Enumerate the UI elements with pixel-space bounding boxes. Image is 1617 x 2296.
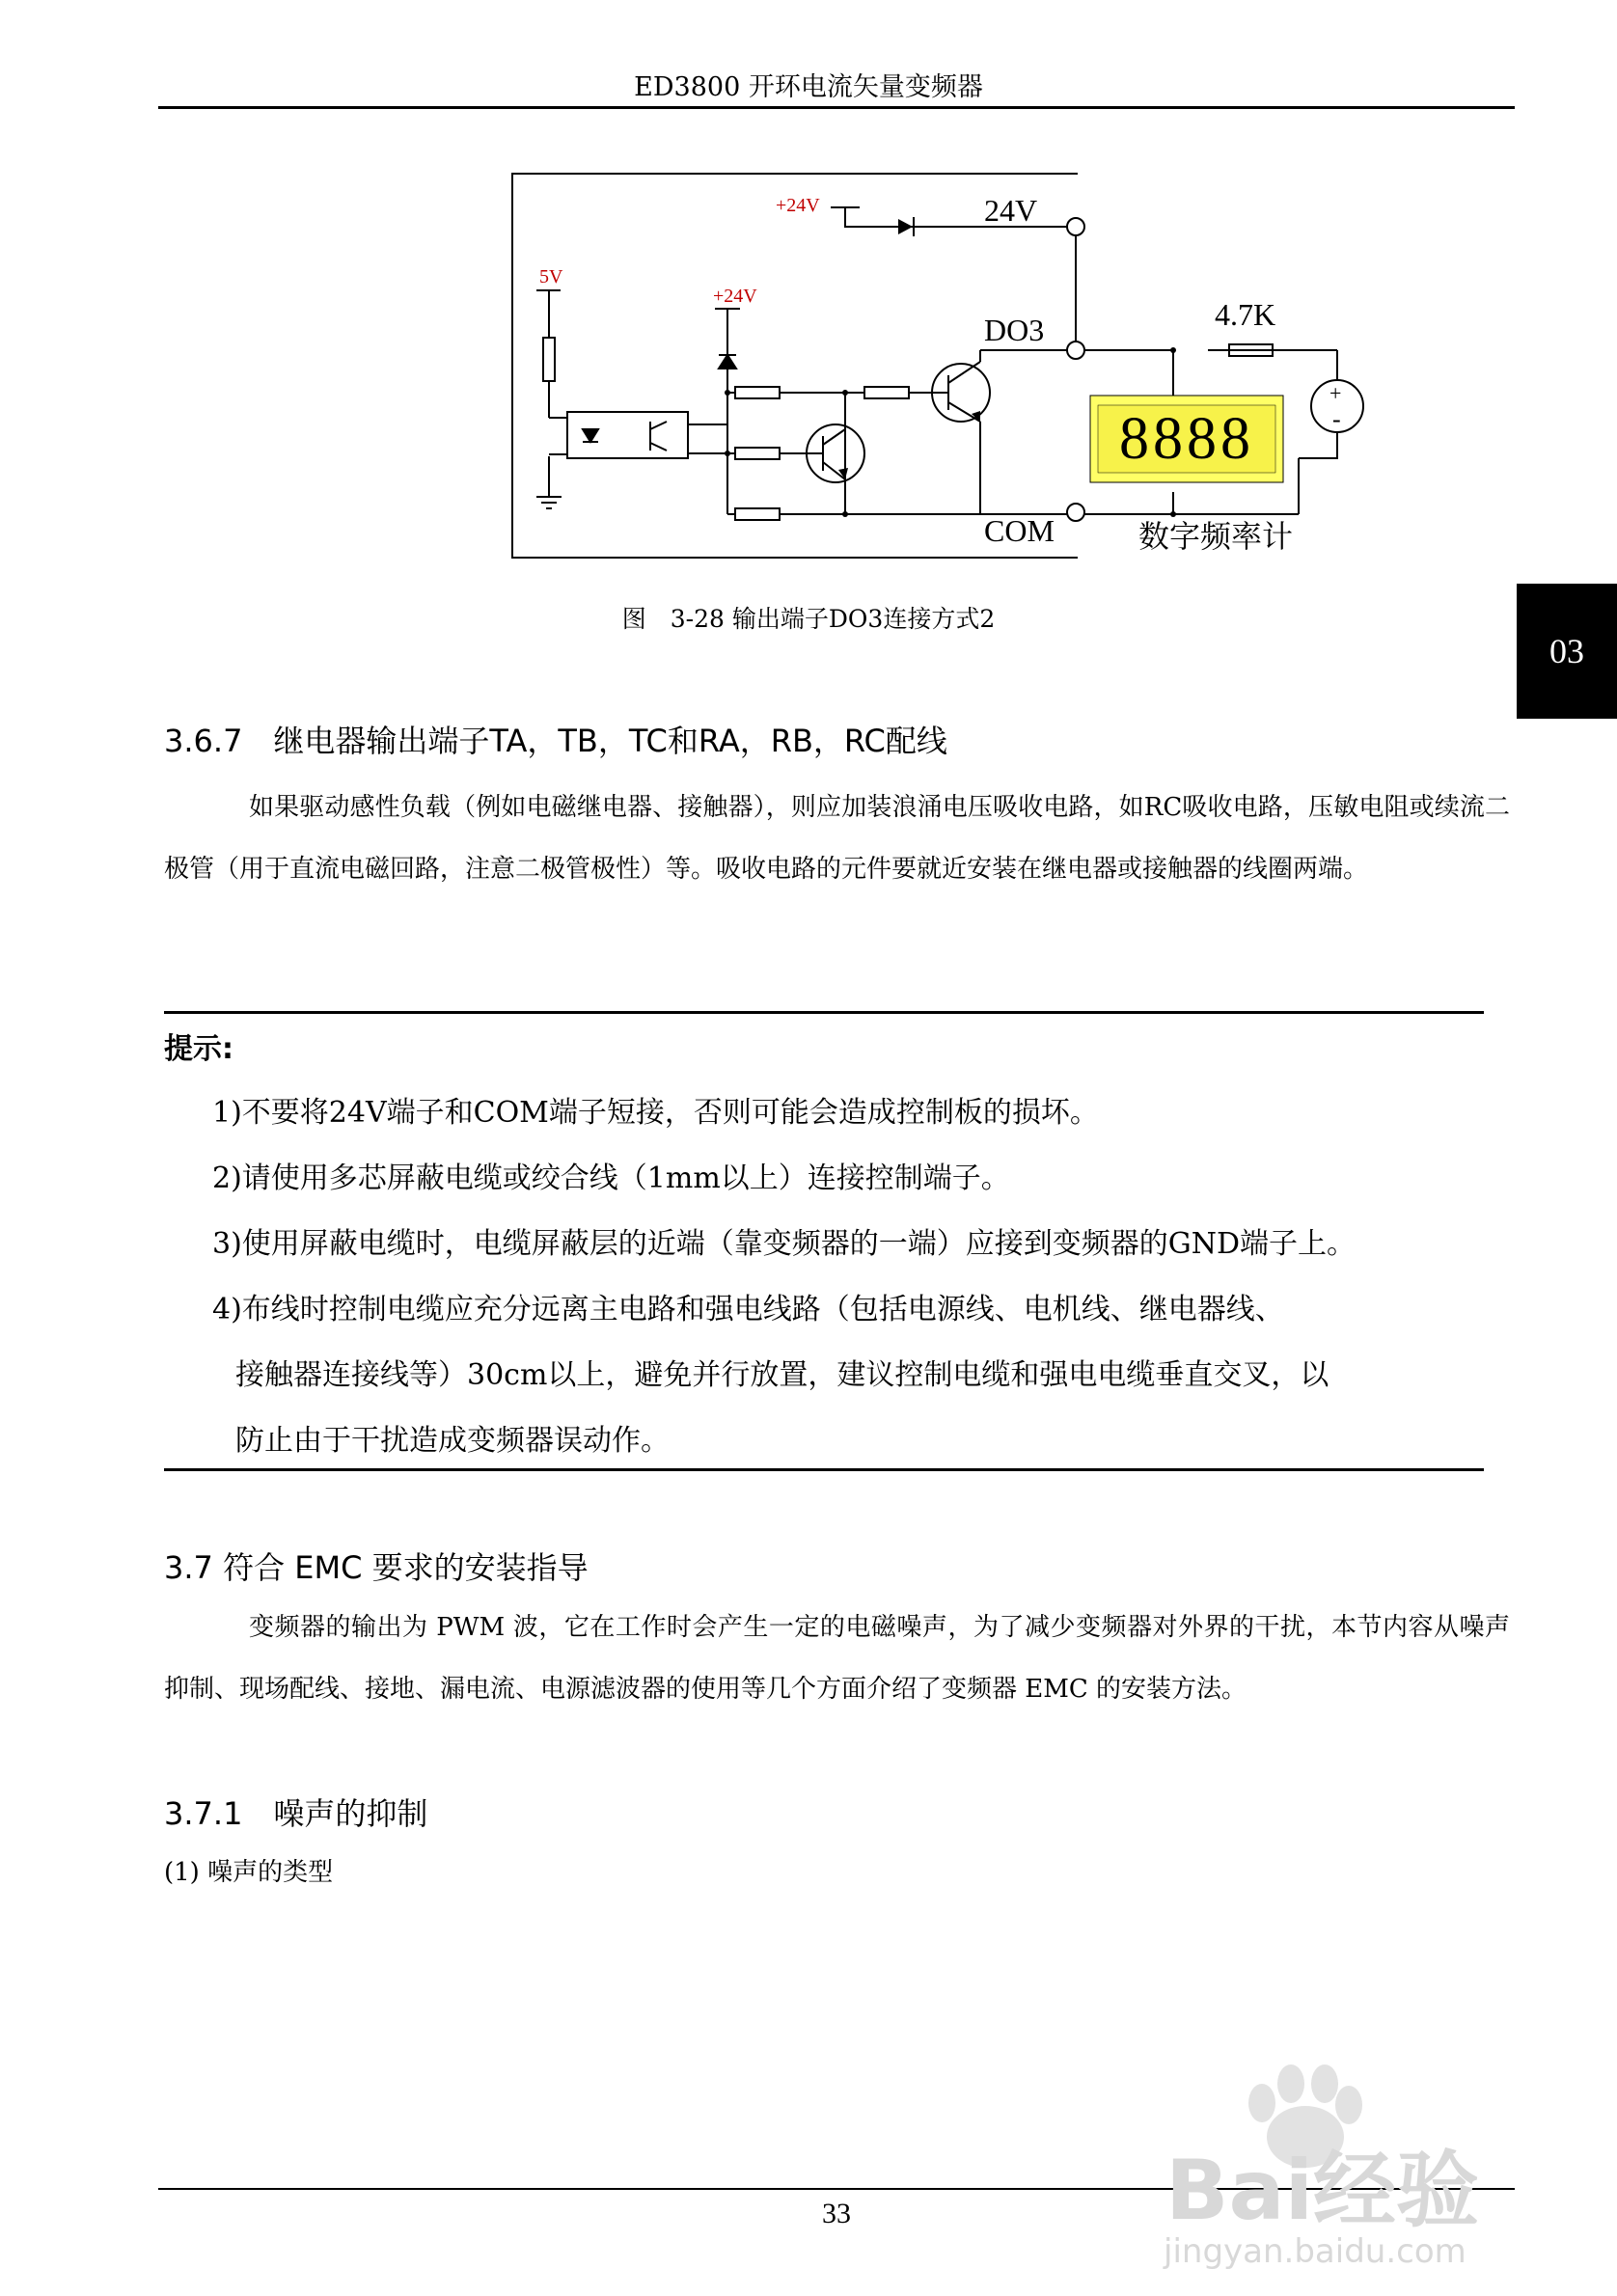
label-5v: 5V	[539, 266, 563, 287]
section-heading-3-6-7: 3.6.7 继电器输出端子TA，TB，TC和RA，RB，RC配线	[164, 723, 947, 759]
label-24v: 24V	[984, 193, 1038, 228]
paragraph-text: 如果驱动感性负载（例如电磁继电器、接触器），则应加装浪涌电压吸收电路，如RC吸收电路，压敏电阻或续流二极管（用于直流电磁回路，注意二极管极性）等。吸收电路的元件要就近安装在继电器或接触器的线圈两端。	[164, 793, 1510, 884]
running-header: ED3800 开环电流矢量变频器	[634, 72, 983, 102]
section-heading-3-7: 3.7 符合 EMC 要求的安装指导	[164, 1549, 589, 1586]
display-digits: 8888	[1119, 406, 1254, 472]
meter-minus: -	[1332, 405, 1341, 433]
note-item: 4)布线时控制电缆应充分远离主电路和强电线路（包括电源线、电机线、继电器线、	[212, 1293, 1284, 1326]
section-heading-3-7-1: 3.7.1 噪声的抑制	[164, 1795, 428, 1832]
note-item: 3)使用屏蔽电缆时，电缆屏蔽层的近端（靠变频器的一端）应接到变频器的GND端子上。	[212, 1227, 1357, 1261]
paragraph-3-6-7	[164, 777, 1510, 900]
subheading-noise-types: (1) 噪声的类型	[164, 1858, 334, 1887]
note-item-continuation: 接触器连接线等）30cm以上，避免并行放置，建议控制电缆和强电电缆垂直交叉，以	[235, 1358, 1329, 1392]
note-title: 提示:	[164, 1032, 233, 1066]
page-number: 33	[822, 2198, 851, 2229]
chapter-tab: 03	[1517, 584, 1617, 719]
baidu-watermark	[1146, 2045, 1513, 2277]
note-item: 1)不要将24V端子和COM端子短接，否则可能会造成控制板的损坏。	[212, 1096, 1099, 1130]
label-meter: 数字频率计	[1138, 518, 1294, 555]
note-list	[212, 1080, 1544, 1474]
meter-plus: +	[1329, 381, 1342, 405]
label-plus24-mid: +24V	[713, 286, 757, 307]
paragraph-text: 变频器的输出为 PWM 波，它在工作时会产生一定的电磁噪声，为了减少变频器对外界的干扰，本节内容从噪声抑制、现场配线、接地、漏电流、电源滤波器的使用等几个方面介绍了变频器 EMC 的安装方法。	[164, 1613, 1510, 1704]
label-plus24-top: +24V	[776, 195, 820, 216]
watermark-url: jingyan.baidu.com	[1164, 2232, 1466, 2271]
header-rule	[158, 106, 1515, 109]
note-rule-top	[164, 1011, 1484, 1014]
label-resistor-value: 4.7K	[1215, 297, 1276, 332]
note-item-continuation: 防止由于干扰造成变频器误动作。	[235, 1424, 670, 1458]
note-item: 2)请使用多芯屏蔽电缆或绞合线（1mm以上）连接控制端子。	[212, 1162, 1010, 1195]
paragraph-3-7	[164, 1597, 1510, 1720]
note-rule-bottom	[164, 1468, 1484, 1471]
label-do3: DO3	[984, 313, 1045, 347]
figure-caption: 图 3-28 输出端子DO3连接方式2	[621, 605, 996, 633]
watermark-brand: Bai经验	[1165, 2143, 1480, 2239]
label-com: COM	[984, 513, 1055, 548]
circuit-diagram	[507, 169, 1395, 574]
